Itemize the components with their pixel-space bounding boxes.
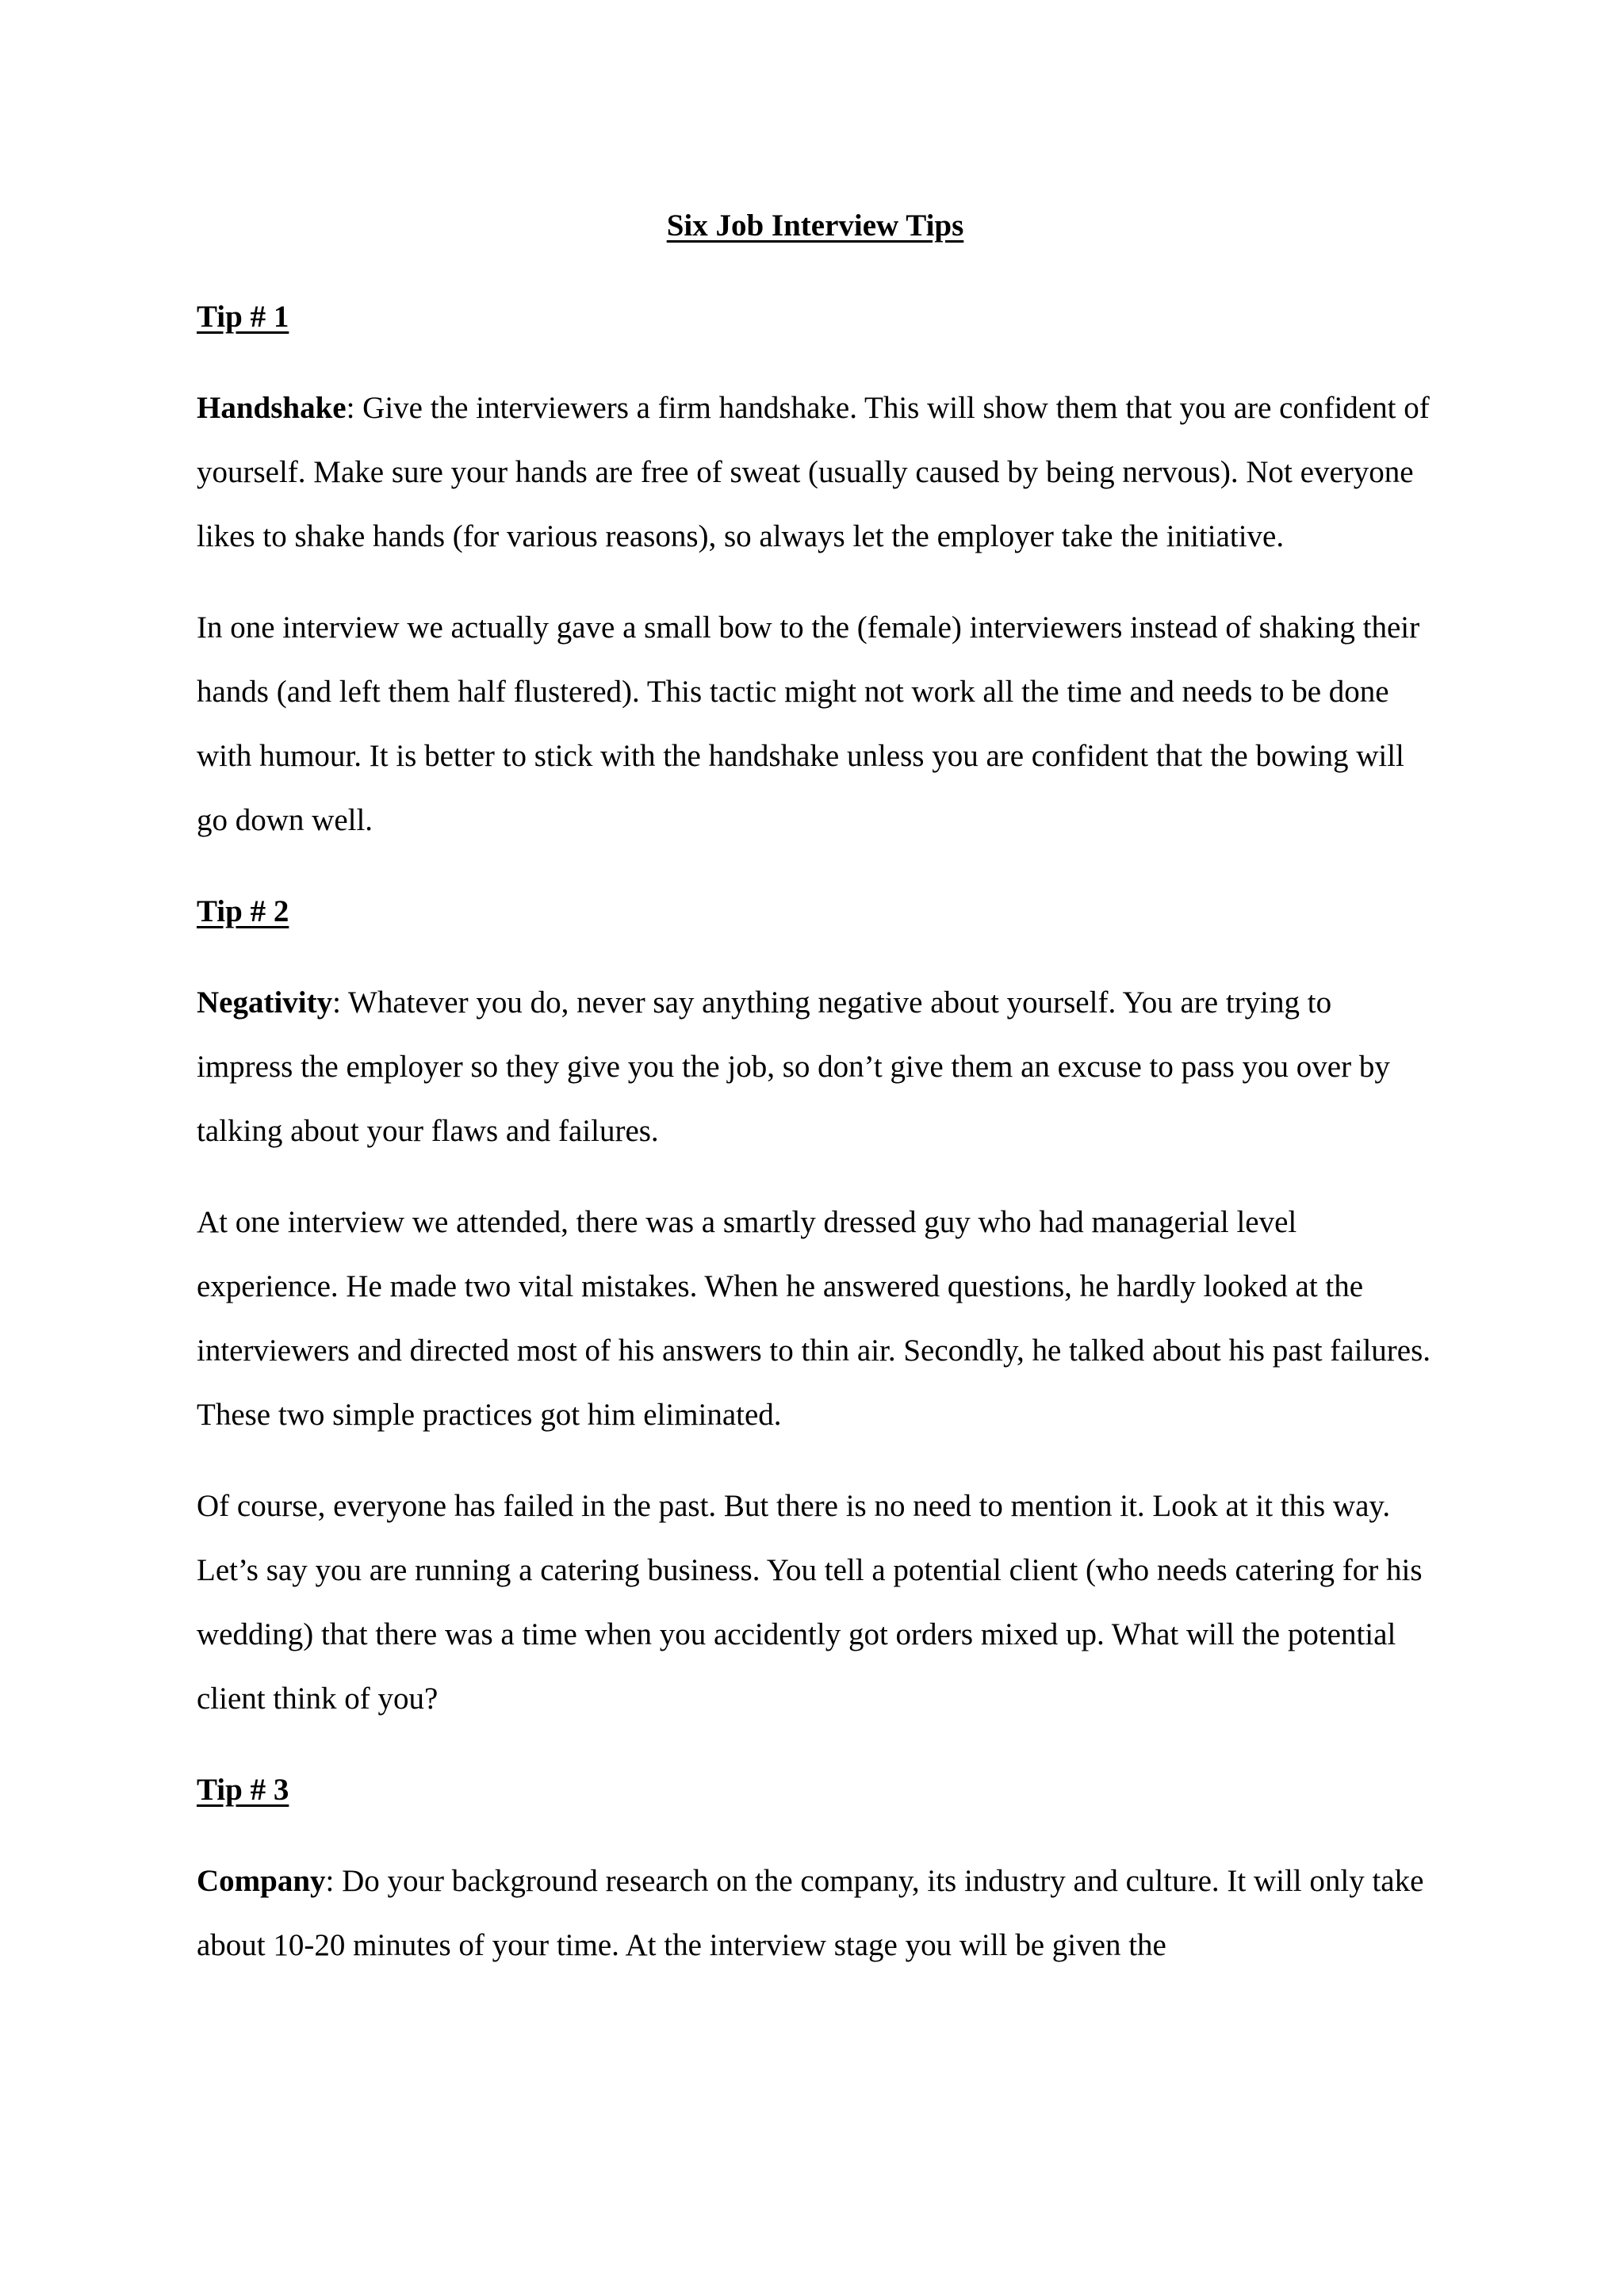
tip-heading: Tip # 3 — [197, 1773, 289, 1807]
tip-section-3 — [197, 1758, 1434, 1977]
tip-paragraph — [197, 1190, 1434, 1447]
tip-text: : Whatever you do, never say anything negative about yourself. You are trying to impress the employer so they give you the job, so don’t give them an excuse to pass you over by talking about your flaws and failures. — [197, 985, 1390, 1148]
tip-text: At one interview we attended, there was a smartly dressed guy who had managerial level experience. He made two vital mistakes. When he answered questions, he hardly looked at the interviewers and directed most of his answers to thin air. Secondly, he talked about his past failures. These two simple practices got him eliminated. — [197, 1205, 1431, 1432]
tip-heading: Tip # 2 — [197, 894, 289, 928]
tip-term: Handshake — [197, 391, 347, 425]
document-body — [197, 193, 1434, 2004]
tip-text: Of course, everyone has failed in the past. But there is no need to mention it. Look at it this way. Let’s say you are running a catering business. You tell a potential client (who needs catering for his wedding) that there was a time when you accidently got orders mixed up. What will the potential client think of you? — [197, 1489, 1423, 1716]
tip-text: : Do your background research on the company, its industry and culture. It will only take about 10-20 minutes of your time. At the interview stage you will be given the — [197, 1864, 1424, 1962]
tip-paragraph — [197, 376, 1434, 568]
tip-section-2 — [197, 879, 1434, 1731]
tip-text: : Give the interviewers a firm handshake. This will show them that you are confident of yourself. Make sure your hands are free of sweat (usually caused by being nervous). Not everyone likes to shake hands (for various reasons), so always let the employer take the initiative. — [197, 391, 1430, 553]
tip-paragraph — [197, 1849, 1434, 1977]
tip-section-1 — [197, 285, 1434, 852]
tip-text: In one interview we actually gave a small bow to the (female) interviewers instead of shaking their hands (and left them half flustered). This tactic might not work all the time and needs to be done with humour. It is better to stick with the handshake unless you are confident that the bowing will go down well. — [197, 610, 1420, 837]
tip-term: Negativity — [197, 985, 333, 1020]
page-title: Six Job Interview Tips — [666, 209, 964, 243]
tip-term: Company — [197, 1864, 326, 1898]
tip-paragraph — [197, 595, 1434, 852]
tip-paragraph — [197, 1474, 1434, 1731]
tip-heading: Tip # 1 — [197, 300, 289, 334]
tip-paragraph — [197, 970, 1434, 1163]
